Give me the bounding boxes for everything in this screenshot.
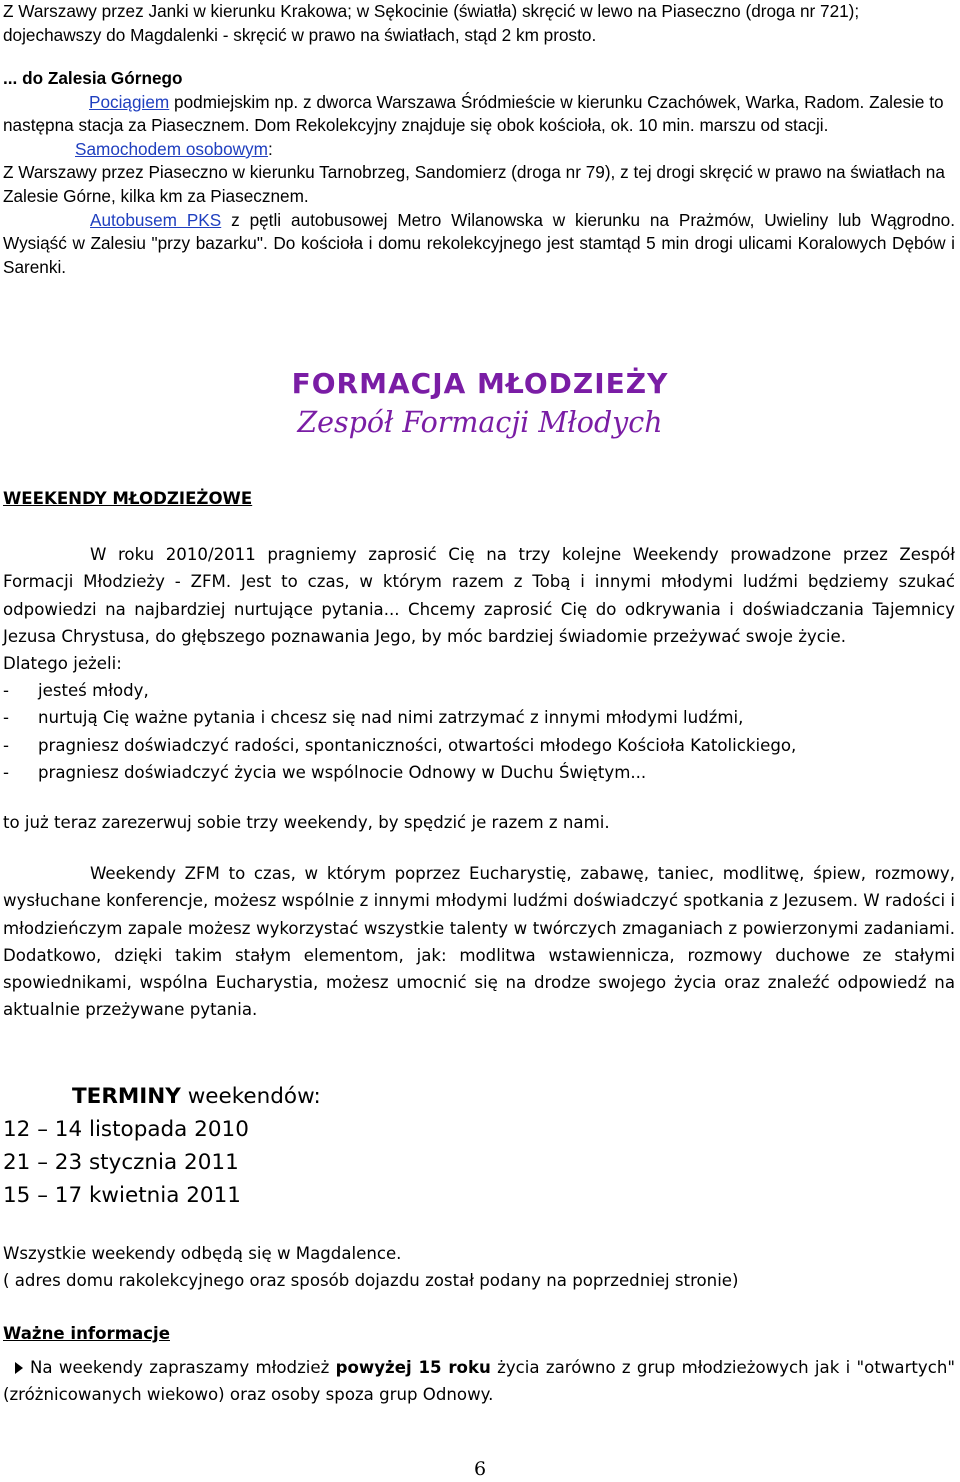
- list-item-text: jesteś młody,: [38, 681, 149, 701]
- terminy-label: TERMINY: [72, 1084, 181, 1109]
- list-item: [3, 704, 955, 731]
- date-1: 12 – 14 listopada 2010: [3, 1117, 249, 1142]
- terminy-section: [3, 1080, 955, 1212]
- important-text-bold: powyżej 15 roku: [335, 1358, 491, 1378]
- weekendy-heading: WEEKENDY MŁODZIEŻOWE: [3, 489, 253, 508]
- address-note: ( adres domu rakolekcyjnego oraz sposób dojazdu został podany na poprzedniej stronie): [3, 1271, 739, 1291]
- list-item-text: pragniesz doświadczyć życia we wspólnocie Odnowy w Duchu Świętym...: [38, 762, 647, 782]
- conditions-list: [3, 677, 955, 786]
- car-colon: :: [267, 138, 273, 159]
- weekendy-section: [3, 485, 955, 1023]
- important-info: [3, 1320, 955, 1409]
- important-text-b: życia zarówno z grup młodzieżowych jak i "otwartych" (zróżnicowanych wiekowo) oraz osoby spoza grup Odnowy.: [3, 1358, 956, 1405]
- place-info: [3, 1240, 955, 1294]
- date-3: 15 – 17 kwietnia 2011: [3, 1183, 241, 1208]
- page-number: 6: [473, 1458, 487, 1480]
- date-2: 21 – 23 stycznia 2011: [3, 1150, 239, 1175]
- list-item-text: nurtują Cię ważne pytania i chcesz się nad nimi zatrzymać z innymi młodymi ludźmi,: [38, 708, 744, 728]
- dash-bullet: -: [3, 708, 9, 728]
- bus-link[interactable]: Autobusem PKS: [90, 209, 222, 230]
- train-paragraph: [3, 91, 955, 138]
- list-item: [3, 677, 955, 704]
- important-text-a: Na weekendy zapraszamy młodzież: [30, 1358, 336, 1378]
- important-paragraph: [3, 1354, 955, 1408]
- dash-bullet: -: [3, 762, 9, 782]
- dash-bullet: -: [3, 735, 9, 755]
- terminy-label-rest: weekendów:: [180, 1084, 321, 1109]
- arrow-bullet-icon: [15, 1362, 23, 1374]
- directions-intro: [3, 0, 955, 71]
- train-link[interactable]: Pociągiem: [89, 91, 170, 112]
- weekendy-paragraph-2: Weekendy ZFM to czas, w którym poprzez Eucharystię, zabawę, taniec, modlitwę, śpiew, rozmowy, wysłuchane konferencje, możesz wspólnie z innymi młodymi ludźmi doświadczyć spotkania z Jezusem. W radości i młodzieńczym zapale możesz wykorzystać wszystkie talenty w twórczych zmaganiach z powierzonymi zadaniami. Dodatkowo, dzięki takim stałym elementom, jak: modlitwa wstawiennicza, rozmowy duchowe ze stałymi spowiednikami, wspólna Eucharystia, możesz umocnić się na drodze swojego życia oraz znaleźć odpowiedź na aktualnie przeżywane pytania.: [3, 864, 955, 1020]
- list-intro: Dlatego jeżeli:: [3, 654, 122, 674]
- weekendy-paragraph-1: W roku 2010/2011 pragniemy zaprosić Cię na trzy kolejne Weekendy prowadzone przez Zespół Formacji Młodzieży - ZFM. Jest to czas, w którym razem z Tobą i innymi młodymi ludźmi będziemy szukać odpowiedzi na najbardziej nurtujące pytania... Chcemy zaprosić Cię do odkrywania i doświadczania Tajemnicy Jezusa Chrystusa, do głębszego poznawania Jego, by móc bardziej świadomie przeżywać swoje życie.: [3, 545, 955, 646]
- car-heading-line: [3, 138, 955, 162]
- bus-paragraph: [3, 209, 955, 280]
- bus-text: z pętli autobusowej Metro Wilanowska w kierunku na Prażmów, Uwieliny lub Wągrodno. Wysiąść w Zalesiu "przy bazarku". Do kościoła i domu rekolekcyjnego jest stamtąd 5 min drogi ulicami Koralowych Dębów i Sarenki.: [3, 209, 955, 277]
- route-magdalenka: Z Warszawy przez Janki w kierunku Krakowa; w Sękocinie (światła) skręcić w lewo na Piaseczno (droga nr 721); dojechawszy do Magdalenki - skręcić w prawo na światłach, stąd 2 km prosto.: [3, 1, 860, 45]
- section-title: FORMACJA MŁODZIEŻY: [291, 367, 669, 400]
- list-item: [3, 759, 955, 786]
- list-item-text: pragniesz doświadczyć radości, spontaniczności, otwartości młodego Kościoła Katolickiego,: [38, 735, 797, 755]
- car-paragraph: Z Warszawy przez Piaseczno w kierunku Tarnobrzeg, Sandomierz (droga nr 79), z tej drogi skręcić w prawo na światłach na Zalesie Górne, kilka km za Piasecznem.: [3, 162, 945, 206]
- important-heading: Ważne informacje: [3, 1324, 170, 1343]
- section-subtitle: Zespół Formacji Młodych: [297, 406, 663, 439]
- list-item: [3, 732, 955, 759]
- zalesie-directions: [3, 67, 955, 279]
- train-text: podmiejskim np. z dworca Warszawa Śródmieście w kierunku Czachówek, Warka, Radom. Zalesie to następna stacja za Piasecznem. Dom Rekolekcyjny znajduje się obok kościoła, ok. 10 min. marszu od stacji.: [3, 91, 944, 136]
- place-line: Wszystkie weekendy odbędą się w Magdalence.: [3, 1244, 402, 1263]
- terminy-heading: [3, 1080, 955, 1113]
- reserve-line: to już teraz zarezerwuj sobie trzy weekendy, by spędzić je razem z nami.: [3, 813, 610, 833]
- dash-bullet: -: [3, 681, 9, 701]
- zalesie-heading: ... do Zalesia Górnego: [3, 68, 183, 88]
- car-link[interactable]: Samochodem osobowym: [75, 138, 268, 159]
